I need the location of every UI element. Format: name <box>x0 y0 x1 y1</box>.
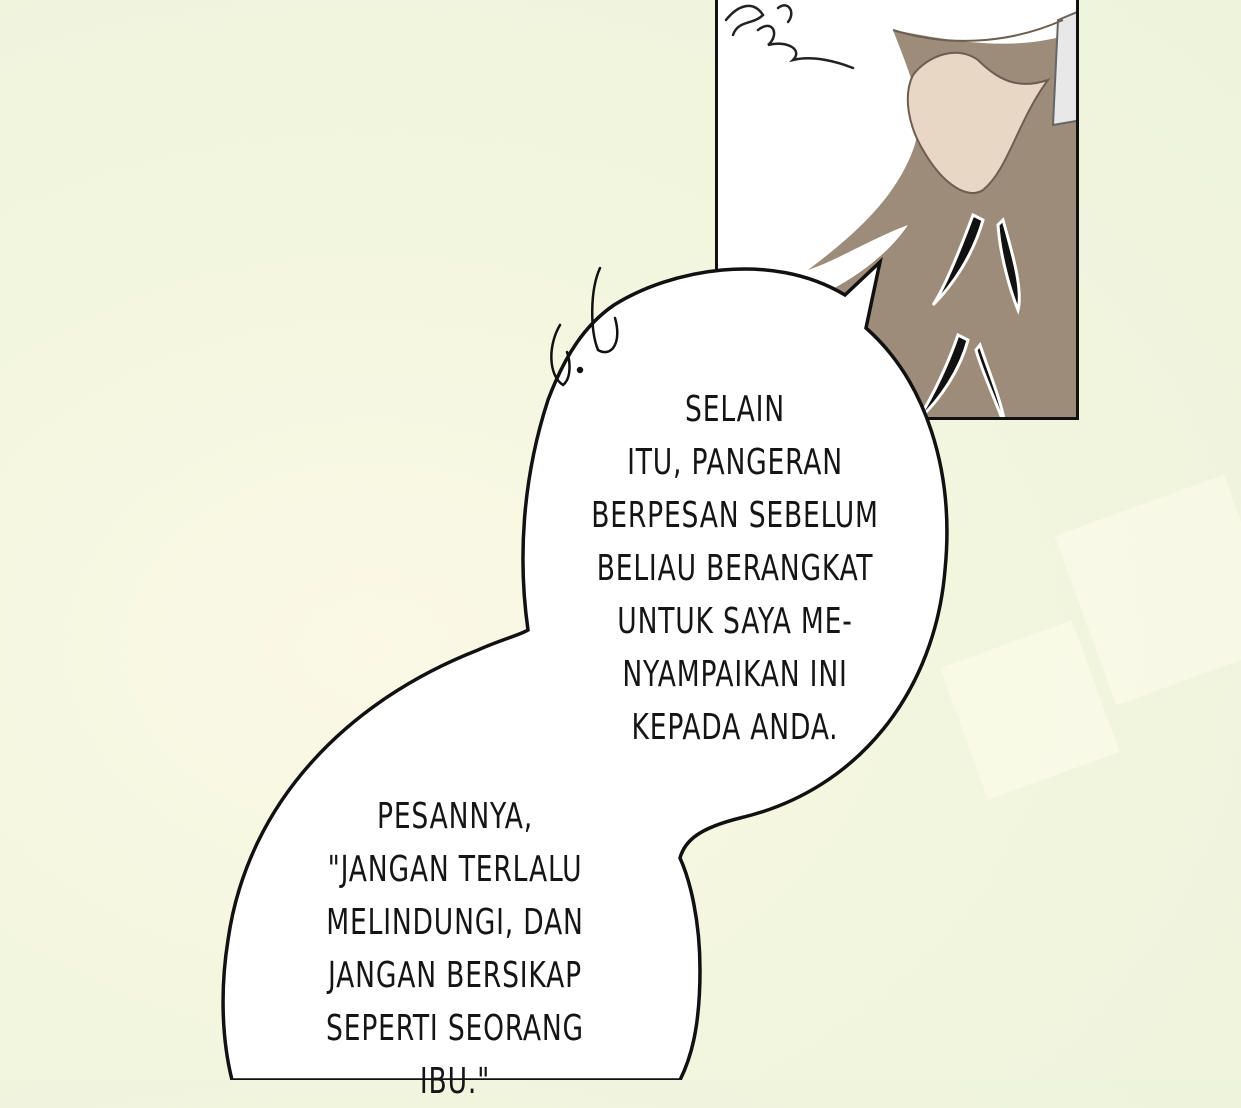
speech-bubble-text-1 <box>542 383 927 754</box>
dialogue-line: MELINDUNGI, DAN <box>326 902 584 943</box>
dialogue-line: ITU, PANGERAN <box>627 442 843 483</box>
dialogue-line: PESANNYA, <box>376 796 533 837</box>
dialogue-line: JANGAN BERSIKAP <box>328 955 582 996</box>
dialogue-line: NYAMPAIKAN INI <box>622 654 848 695</box>
dialogue-line: IBU." <box>419 1061 491 1102</box>
speech-bubble-text-2 <box>262 790 647 1108</box>
dialogue-line: SEPERTI SEORANG <box>326 1008 584 1049</box>
dialogue-line: UNTUK SAYA ME- <box>617 601 853 642</box>
dialogue-line: SELAIN <box>685 389 785 430</box>
dialogue-line: BERPESAN SEBELUM <box>591 495 879 536</box>
dialogue-line: BELIAU BERANGKAT <box>596 548 874 589</box>
dialogue-line: KEPADA ANDA. <box>631 707 839 748</box>
dialogue-line: "JANGAN TERLALU <box>327 849 583 890</box>
